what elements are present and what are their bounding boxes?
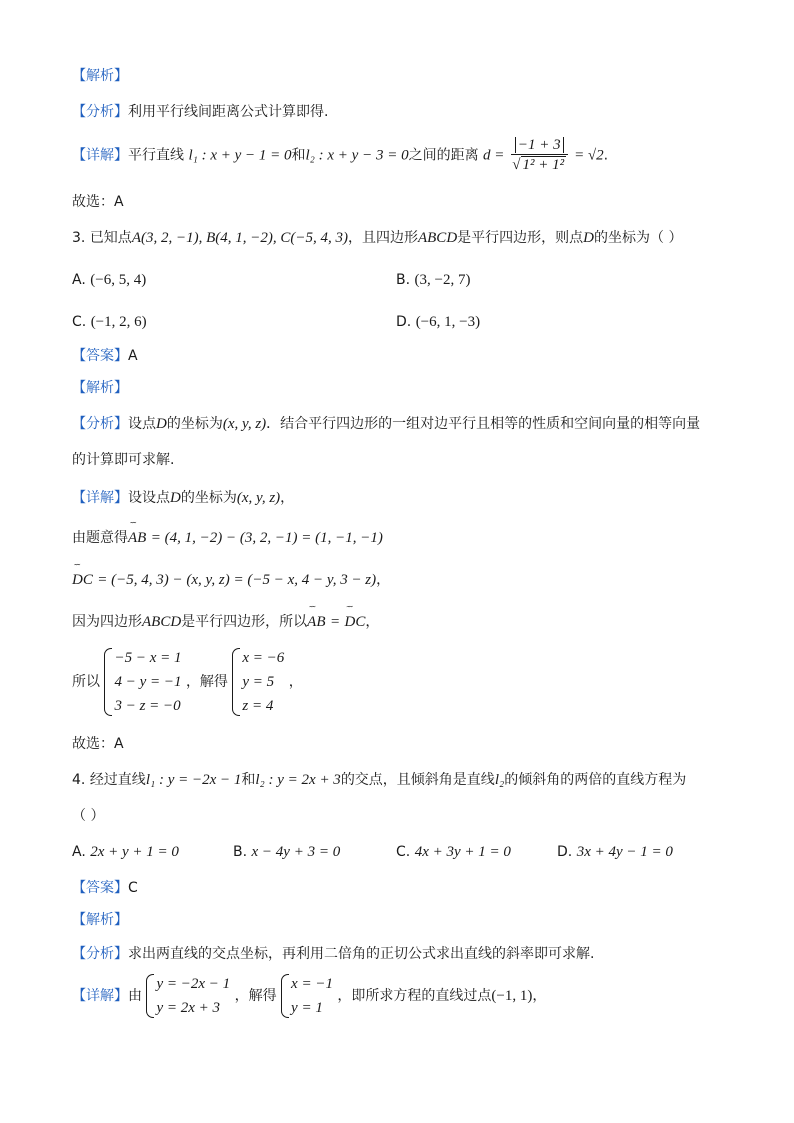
- q3-option-a-value: (−6, 5, 4): [90, 272, 147, 288]
- q2-fraction-result: = √2: [574, 147, 604, 164]
- q4-detail-c: ，即所求方程的直线过点: [337, 988, 492, 1004]
- q3-detail-4c: 是平行四边形，所以: [181, 614, 308, 630]
- q3-detail-line-4: [72, 612, 379, 632]
- q3-analysis-tag: 【解析】: [72, 380, 128, 396]
- q4-fenxi-line: [72, 944, 594, 964]
- q3-detail-4a: 因为四边形: [72, 614, 142, 630]
- q3-sys1-row-1: −5 − x = 1: [114, 650, 182, 666]
- q4-answer: C: [128, 880, 138, 896]
- q3-stem-end: 的坐标为（ ）: [594, 230, 683, 246]
- q3-option-a: [72, 270, 146, 290]
- q4-stem-d: 的倾斜角的两倍的直线方程为: [504, 772, 687, 788]
- q3-detail-4e: =: [329, 614, 341, 630]
- q3-detail-3c: ，: [376, 572, 391, 588]
- q2-detail-line: [72, 136, 608, 175]
- q3-sys-mid: ，解得: [185, 674, 228, 690]
- q2-fraction-denominator: 1² + 1²: [522, 157, 565, 173]
- q4-stem: [72, 770, 686, 790]
- q3-option-c-value: (−1, 2, 6): [90, 314, 147, 330]
- q4-detail-d: ，: [532, 988, 547, 1004]
- q4-system-2: [281, 972, 333, 1020]
- q3-option-a-label: A.: [72, 272, 86, 288]
- q4-system-1: [146, 972, 230, 1020]
- q2-distance-fraction: $\frac{-1 + 3}{\text{√ 1² + 1²}}$: [511, 136, 568, 175]
- q4-option-c-label: C.: [396, 844, 411, 860]
- q3-vector-dc-2: ˜˜ DC: [345, 612, 366, 632]
- q4-fenxi-text: 求出两直线的交点坐标，再利用二倍角的正切公式求出直线的斜率即可求解.: [128, 946, 595, 962]
- q3-detail-2c: = (4, 1, −2) − (3, 2, −1) = (1, −1, −1): [150, 530, 383, 546]
- q2-d-label: d =: [483, 147, 505, 164]
- q3-option-c-label: C.: [72, 314, 87, 330]
- q3-option-c: [72, 312, 147, 332]
- q4-fenxi-tag: 【分析】: [72, 946, 128, 962]
- q2-detail-tag: 【详解】: [72, 147, 128, 164]
- q3-points: A(3, 2, −1), B(4, 1, −2), C(−5, 4, 3): [131, 230, 348, 246]
- q3-detail-line-2: [72, 528, 383, 548]
- q3-sys1-row-2: 4 − y = −1: [114, 674, 182, 690]
- q2-fraction-numerator: −1 + 3: [515, 137, 564, 153]
- q4-detail-line: [72, 972, 546, 1020]
- q3-sys2-row-2: y = 5: [242, 674, 275, 690]
- q3-option-b: [396, 270, 470, 290]
- q4-answer-line: [72, 878, 138, 898]
- q3-fenxi-tag: 【分析】: [72, 416, 128, 432]
- q4-option-c: [396, 842, 511, 862]
- q2-choice: 故选：A: [72, 194, 124, 210]
- q3-option-d: [396, 312, 480, 332]
- q2-period: .: [603, 147, 609, 164]
- q3-vector-ab-2: ˜˜ AB: [307, 612, 325, 632]
- q4-sys2-row-1: x = −1: [291, 976, 333, 992]
- q3-stem: [72, 228, 682, 248]
- q2-fenxi-line: [72, 102, 328, 122]
- q3-detail-2a: 由题意得: [72, 530, 128, 546]
- q3-detail-3b: = (−5, 4, 3) − (x, y, z) = (−5 − x, 4 − y, 3 − z): [97, 572, 377, 588]
- q3-detail-line-3: [72, 570, 390, 590]
- q3-fenxi-line-1: [72, 414, 700, 434]
- q4-point: (−1, 1): [491, 988, 533, 1004]
- q4-option-a-label: A.: [72, 844, 86, 860]
- q2-analysis-tag: 【解析】: [72, 68, 128, 84]
- q3-detail-tag: 【详解】: [72, 490, 128, 506]
- q4-option-a: [72, 842, 179, 862]
- q2-detail-pre: 平行直线: [128, 147, 184, 164]
- q4-l1: l₁ : y = −2x − 1: [145, 772, 242, 788]
- q4-stem-b: 和: [241, 772, 256, 788]
- q3-answer: A: [128, 348, 138, 364]
- q3-option-d-value: (−6, 1, −3): [415, 314, 481, 330]
- q3-stem-post: 是平行四边形，则点: [457, 230, 584, 246]
- q3-fenxi-1b: D: [156, 416, 167, 432]
- q2-fenxi-text: 利用平行线间距离公式计算即得.: [128, 104, 329, 120]
- q3-sys-pre: 所以: [72, 674, 100, 690]
- q3-detail-line-1: [72, 488, 294, 508]
- q3-stem-mid: ，且四边形: [347, 230, 418, 246]
- q2-detail-mid: 之间的距离: [408, 147, 479, 164]
- q3-detail-1e: ，: [280, 490, 295, 506]
- q3-sys1-row-3: 3 − z = −0: [114, 698, 181, 714]
- q3-option-b-value: (3, −2, 7): [414, 272, 471, 288]
- q3-sys2-row-1: x = −6: [242, 650, 285, 666]
- q4-l2b: l₂: [494, 772, 505, 788]
- q3-answer-tag: 【答案】: [72, 348, 128, 364]
- q3-fenxi-1c: 的坐标为: [166, 416, 223, 432]
- q3-fenxi-1e: ．结合平行四边形的一组对边平行且相等的性质和空间向量的相等向量: [266, 416, 701, 432]
- q4-option-b-label: B.: [233, 844, 248, 860]
- q3-fenxi-line-2: 的计算即可求解.: [72, 452, 175, 468]
- q4-l2: l₂ : y = 2x + 3: [255, 772, 341, 788]
- q2-and: 和: [291, 147, 306, 164]
- q3-abcd: ABCD: [417, 230, 458, 246]
- q3-detail-1c: 的坐标为: [180, 490, 237, 506]
- q4-option-b: [233, 842, 340, 862]
- q3-option-b-label: B.: [396, 272, 411, 288]
- q3-sys-post: ，: [288, 674, 303, 690]
- q3-answer-line: [72, 346, 138, 366]
- q3-fenxi-1d: (x, y, z): [222, 416, 267, 432]
- q4-sys1-row-1: y = −2x − 1: [156, 976, 231, 992]
- q4-option-d-label: D.: [557, 844, 573, 860]
- q3-choice: 故选：A: [72, 736, 124, 752]
- q3-option-d-label: D.: [396, 314, 412, 330]
- q3-system-line: [72, 646, 303, 718]
- q3-stem-number: 3.: [72, 230, 86, 246]
- q4-option-d: [557, 842, 673, 862]
- q4-analysis-tag: 【解析】: [72, 912, 128, 928]
- q4-option-d-value: 3x + 4y − 1 = 0: [576, 844, 673, 860]
- q4-answer-tag: 【答案】: [72, 880, 128, 896]
- q4-detail-b: ，解得: [234, 988, 277, 1004]
- q3-vector-dc: ˜˜ DC: [72, 570, 93, 590]
- q3-point-d: D: [583, 230, 594, 246]
- q3-detail-1d: (x, y, z): [236, 490, 281, 506]
- q3-system-1: [104, 646, 181, 718]
- q3-sys2-row-3: z = 4: [242, 698, 274, 714]
- q3-detail-4g: ，: [365, 614, 380, 630]
- q3-vector-ab: ˜˜ AB: [128, 528, 146, 548]
- q4-option-a-value: 2x + y + 1 = 0: [90, 844, 179, 860]
- q4-option-c-value: 4x + 3y + 1 = 0: [414, 844, 511, 860]
- q4-stem-c: 的交点，且倾斜角是直线: [340, 772, 495, 788]
- q2-l2-equation: l₂ : x + y − 3 = 0: [305, 147, 409, 164]
- q4-detail-tag: 【详解】: [72, 988, 128, 1004]
- q4-stem-number: 4.: [72, 772, 86, 788]
- q2-fenxi-tag: 【分析】: [72, 104, 128, 120]
- q4-detail-a: 由: [128, 988, 142, 1004]
- q3-detail-1b: D: [170, 490, 181, 506]
- q4-stem-a: 经过直线: [89, 772, 146, 788]
- q4-option-b-value: x − 4y + 3 = 0: [251, 844, 341, 860]
- q4-sys2-row-2: y = 1: [291, 1000, 323, 1016]
- q3-detail-1a: 设设点: [128, 490, 170, 506]
- q3-system-2: [232, 646, 284, 718]
- q4-stem-paren: （ ）: [72, 808, 105, 824]
- q3-stem-pre: 已知点: [89, 230, 132, 246]
- q4-sys1-row-2: y = 2x + 3: [156, 1000, 221, 1016]
- q3-detail-4b: ABCD: [142, 614, 182, 630]
- q2-l1-equation: l₁ : x + y − 1 = 0: [188, 147, 292, 164]
- q3-fenxi-1a: 设点: [128, 416, 156, 432]
